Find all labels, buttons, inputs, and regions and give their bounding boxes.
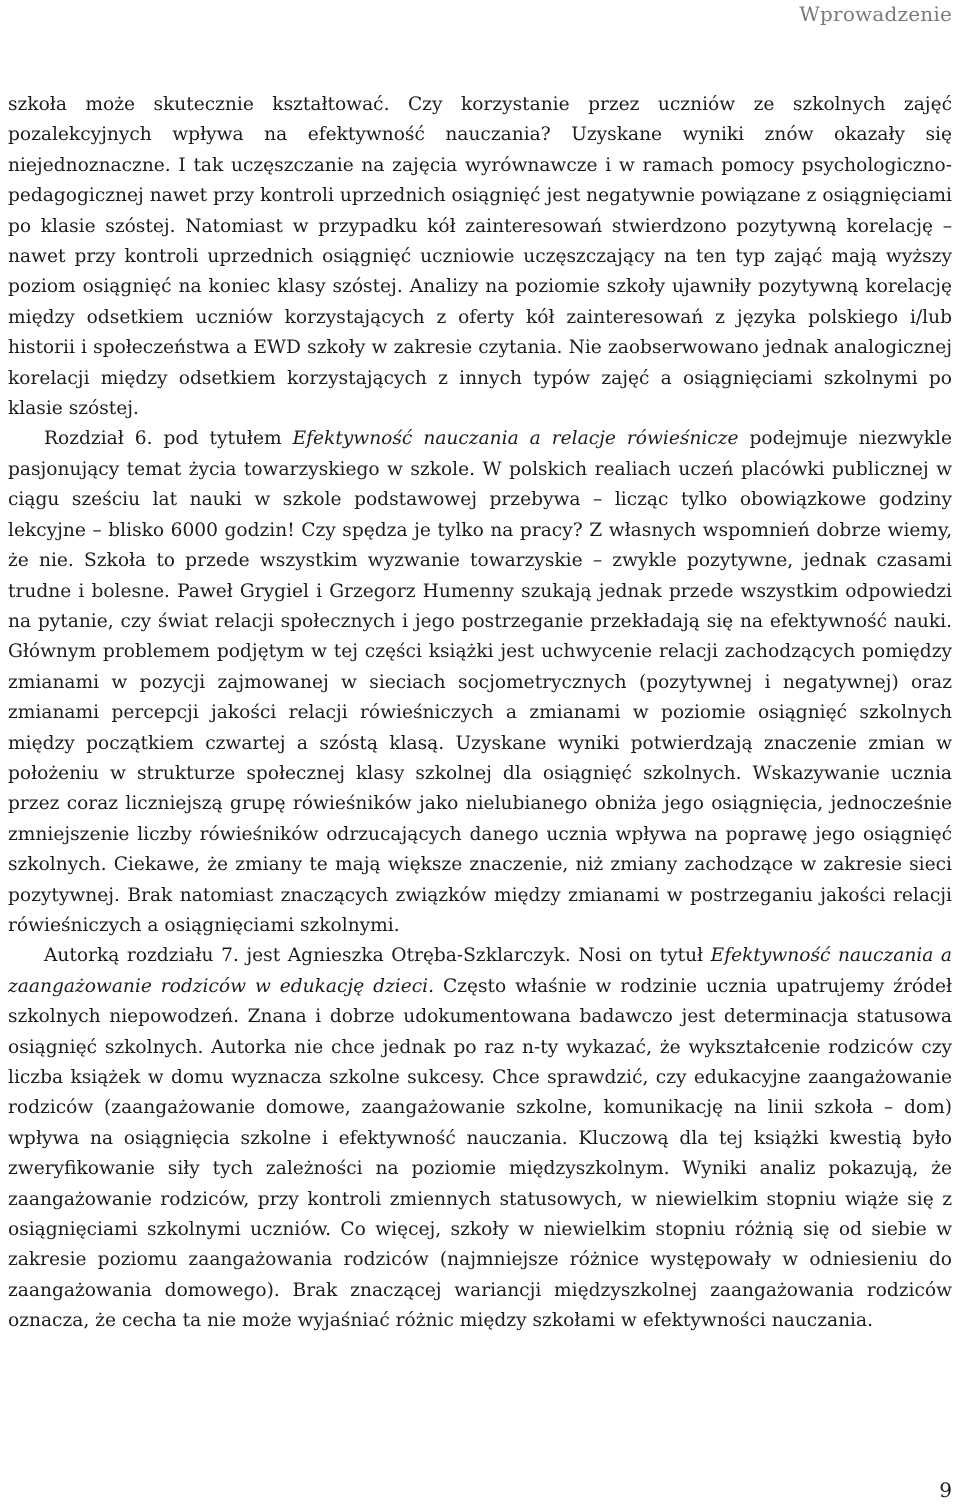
- paragraph-3-text-start: Autorką rozdziału 7. jest Agnieszka Otręba-Szklarczyk. Nosi on tytuł: [44, 945, 711, 967]
- chapter-7-title: Efektywność nauczania a zaangażowanie rodziców w edukację dzieci.: [8, 945, 952, 997]
- running-header-title: Wprowadzenie: [799, 2, 952, 26]
- paragraph-1: [8, 90, 952, 424]
- page-body: [8, 90, 952, 1337]
- paragraph-2: [8, 424, 952, 941]
- paragraph-1-text: szkoła może skutecznie kształtować. Czy korzystanie przez uczniów ze szkolnych zajęć pozalekcyjnych wpływa na efektywność nauczania? Uzyskane wyniki znów okazały się niejednoznaczne. I tak uczęszczanie na zajęcia wyrównawcze i w ramach pomocy psychologiczno-pedagogicznej nawet przy kontroli uprzednich osiągnięć jest negatywnie powiązane z osiągnięciami po klasie szóstej. Natomiast w przypadku kół zainteresowań stwierdzono pozytywną korelację – nawet przy kontroli uprzednich osiągnięć uczniowie uczęszczający na ten typ zająć mają wyższy poziom osiągnięć na koniec klasy szóstej. Analizy na poziomie szkoły ujawniły pozytywną korelację między odsetkiem uczniów korzystających z oferty kół zainteresowań z języka polskiego i/lub historii i społeczeństwa a EWD szkoły w zakresie czytania. Nie zaobserwowano jednak analogicznej korelacji między odsetkiem korzystających z innych typów zajęć a osiągnięciami szkolnymi po klasie szóstej.: [8, 94, 953, 420]
- chapter-6-title: Efektywność nauczania a relacje rówieśnicze: [292, 428, 739, 450]
- paragraph-3-text-end: Często właśnie w rodzinie ucznia upatrujemy źródeł szkolnych niepowodzeń. Znana i dobrze udokumentowana badawczo jest determinacja statusowa osiągnięć szkolnych. Autorka nie chce jednak po raz n-ty wykazać, że wykształcenie rodziców czy liczba książek w domu wyznacza szkolne sukcesy. Chce sprawdzić, czy edukacyjne zaangażowanie rodziców (zaangażowanie domowe, zaangażowanie szkolne, komunikację na linii szkoła – dom) wpływa na osiągnięcia szkolne i efektywność nauczania. Kluczową dla tej książki kwestią było zweryfikowanie siły tych zależności na poziomie międzyszkolnym. Wyniki analiz pokazują, że zaangażowanie rodziców, przy kontroli zmiennych statusowych, w niewielkim stopniu wiąże się z osiągnięciami szkolnymi uczniów. Co więcej, szkoły w niewielkim stopniu różnią się od siebie w zakresie poziomu zaangażowania rodziców (najmniejsze różnice występowały w odniesieniu do zaangażowania domowego). Brak znaczącej wariancji międzyszkolnej zaangażowania rodziców oznacza, że cecha ta nie może wyjaśniać różnic między szkołami w efektywności nauczania.: [8, 975, 952, 1332]
- paragraph-2-text-start: Rozdział 6. pod tytułem: [44, 428, 293, 450]
- paragraph-3: [8, 941, 952, 1336]
- page-number: 9: [939, 1478, 952, 1502]
- paragraph-2-text-end: podejmuje niezwykle pasjonujący temat życia towarzyskiego w szkole. W polskich realiach uczeń placówki publicznej w ciągu sześciu lat nauki w szkole podstawowej przebywa – licząc tylko obowiązkowe godziny lekcyjne – blisko 6000 godzin! Czy spędza je tylko na pracy? Z własnych wspomnień dobrze wiemy, że nie. Szkoła to przede wszystkim wyzwanie towarzyskie – zwykle pozytywne, jednak czasami trudne i bolesne. Paweł Grygiel i Grzegorz Humenny szukają jednak przede wszystkim odpowiedzi na pytanie, czy świat relacji społecznych i jego postrzeganie przekładają się na efektywność nauki. Głównym problemem podjętym w tej części książki jest uchwycenie relacji zachodzących pomiędzy zmianami w pozycji zajmowanej w sieciach socjometrycznych (pozytywnej i negatywnej) oraz zmianami percepcji jakości relacji rówieśniczych a zmianami w poziomie osiągnięć szkolnych między początkiem czwartej a szóstą klasą. Uzyskane wyniki potwierdzają znaczenie zmian w położeniu w strukturze społecznej klasy szkolnej dla osiągnięć szkolnych. Wskazywanie ucznia przez coraz liczniejszą grupę rówieśników jako nielubianego obniża jego osiągnięcia, jednocześnie zmniejszenie liczby rówieśników odrzucających danego ucznia wpływa na poprawę jego osiągnięć szkolnych. Ciekawe, że zmiany te mają większe znaczenie, niż zmiany zachodzące w zakresie sieci pozytywnej. Brak natomiast znaczących związków między zmianami w postrzeganiu jakości relacji rówieśniczych a osiągnięciami szkolnymi.: [8, 428, 953, 936]
